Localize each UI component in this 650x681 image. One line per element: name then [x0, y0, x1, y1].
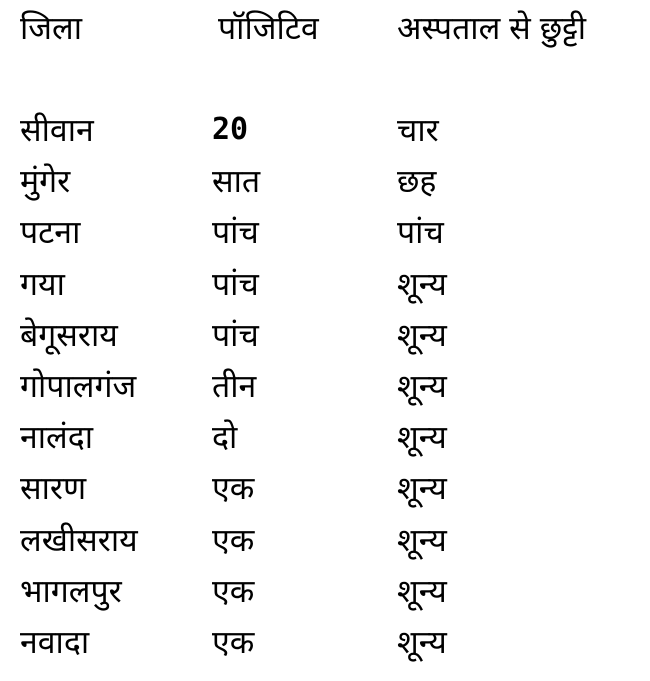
positive-cell: 20 [212, 112, 249, 147]
positive-cell: दो [212, 419, 238, 456]
discharged-cell: शून्य [397, 624, 447, 660]
positive-cell: एक [212, 470, 255, 507]
district-cell: गया [20, 265, 65, 302]
district-cell: बेगूसराय [20, 316, 118, 353]
positive-cell: पांच [212, 265, 259, 302]
header-positive: पॉजिटिव [218, 10, 319, 46]
discharged-cell: शून्य [397, 368, 447, 404]
header-discharged: अस्पताल से छुट्टी [397, 10, 587, 46]
positive-cell: तीन [212, 368, 257, 404]
district-cell: नालंदा [20, 419, 94, 456]
district-cell: सारण [20, 470, 87, 507]
district-cell: सीवान [20, 112, 94, 148]
discharged-cell: शून्य [397, 316, 447, 353]
district-cell: भागलपुर [20, 572, 122, 609]
header-district: जिला [20, 10, 83, 46]
positive-cell: एक [212, 521, 255, 558]
district-cell: पटना [20, 214, 81, 251]
positive-cell: एक [212, 572, 255, 609]
district-cell: लखीसराय [20, 521, 138, 558]
discharged-cell: शून्य [397, 265, 447, 302]
district-cell: मुंगेर [20, 163, 71, 200]
discharged-cell: शून्य [397, 470, 447, 507]
positive-cell: एक [212, 624, 255, 660]
discharged-cell: पांच [397, 214, 444, 251]
discharged-cell: शून्य [397, 419, 447, 456]
district-cell: गोपालगंज [20, 368, 137, 404]
district-cell: नवादा [20, 624, 90, 660]
discharged-cell: छह [397, 163, 437, 200]
discharged-cell: चार [397, 112, 439, 148]
positive-cell: पांच [212, 316, 259, 353]
positive-cell: सात [212, 163, 261, 200]
positive-cell: पांच [212, 214, 259, 251]
discharged-cell: शून्य [397, 521, 447, 558]
discharged-cell: शून्य [397, 572, 447, 609]
